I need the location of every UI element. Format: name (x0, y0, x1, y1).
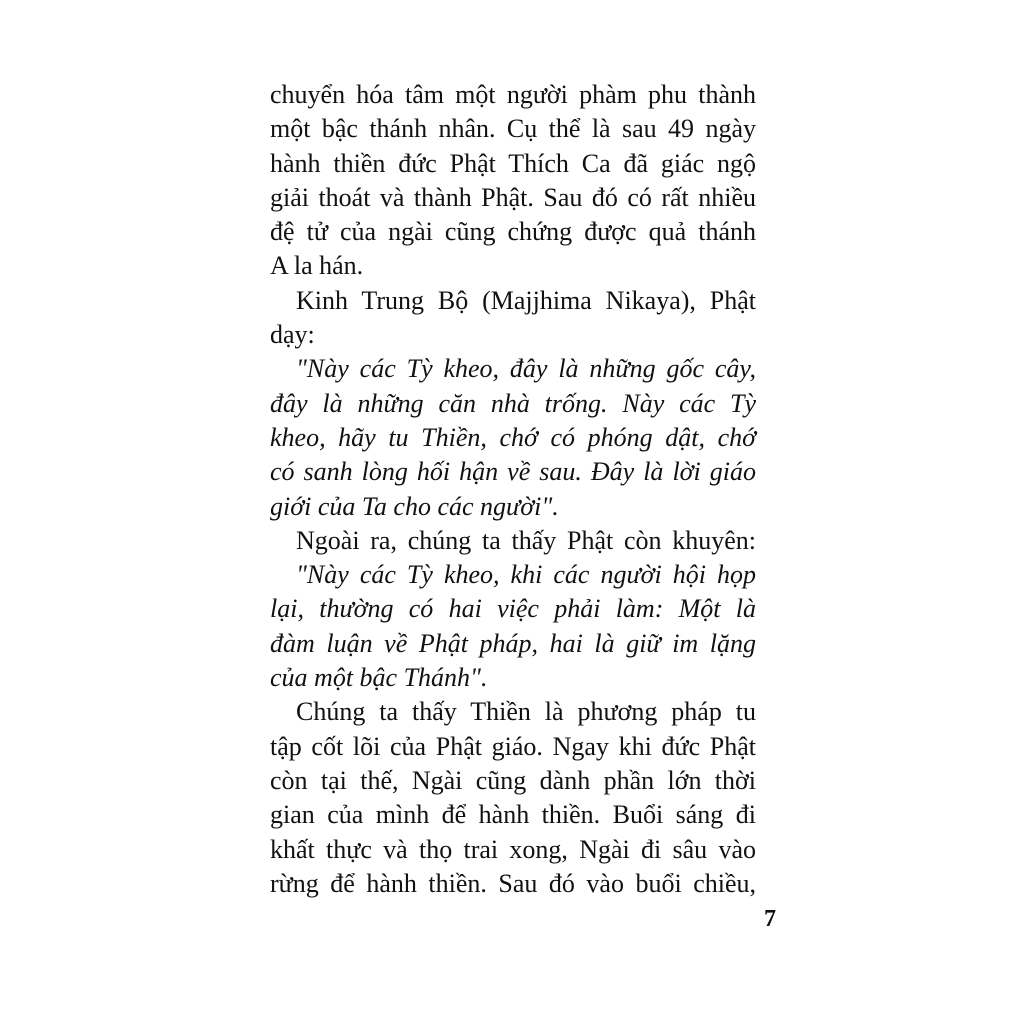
page-body (270, 78, 756, 901)
text-line: giải thoát và thành Phật. Sau đó có rất nhiều (270, 182, 756, 212)
text-line: hành thiền đức Phật Thích Ca đã giác ngộ (270, 148, 756, 178)
quote-line: đây là những căn nhà trống. Này các Tỳ (270, 388, 756, 418)
quote-line: "Này các Tỳ kheo, khi các người hội họp (296, 560, 756, 590)
text-line: một bậc thánh nhân. Cụ thể là sau 49 ngày (270, 114, 756, 144)
text-line: rừng để hành thiền. Sau đó vào buổi chiều, (270, 868, 756, 898)
text-line: tập cốt lõi của Phật giáo. Ngay khi đức Phật (270, 731, 756, 761)
quote-line: lại, thường có hai việc phải làm: Một là (270, 594, 756, 624)
text-line: chuyển hóa tâm một người phàm phu thành (270, 80, 756, 109)
quote-line: của một bậc Thánh". (270, 663, 488, 693)
text-line: Kinh Trung Bộ (Majjhima Nikaya), Phật (296, 285, 756, 315)
text-line: Ngoài ra, chúng ta thấy Phật còn khuyên: (296, 525, 756, 555)
text-line: đệ tử của ngài cũng chứng được quả thánh (270, 217, 756, 247)
quote-line: kheo, hãy tu Thiền, chớ có phóng dật, chớ (270, 422, 756, 452)
quote-line: đàm luận về Phật pháp, hai là giữ im lặng (270, 628, 756, 658)
text-line: còn tại thế, Ngài cũng dành phần lớn thời (270, 765, 756, 795)
text-line: Chúng ta thấy Thiền là phương pháp tu (296, 697, 756, 727)
text-line: A la hán. (270, 251, 364, 281)
text-line: dạy: (270, 320, 315, 350)
quote-line: có sanh lòng hối hận về sau. Đây là lời giáo (270, 457, 756, 487)
text-line: gian của mình để hành thiền. Buổi sáng đi (270, 800, 756, 830)
quote-line: giới của Ta cho các người". (270, 491, 559, 521)
quote-line: "Này các Tỳ kheo, đây là những gốc cây, (296, 354, 756, 384)
text-line: khất thực và thọ trai xong, Ngài đi sâu vào (270, 834, 756, 864)
page-number: 7 (764, 906, 776, 932)
